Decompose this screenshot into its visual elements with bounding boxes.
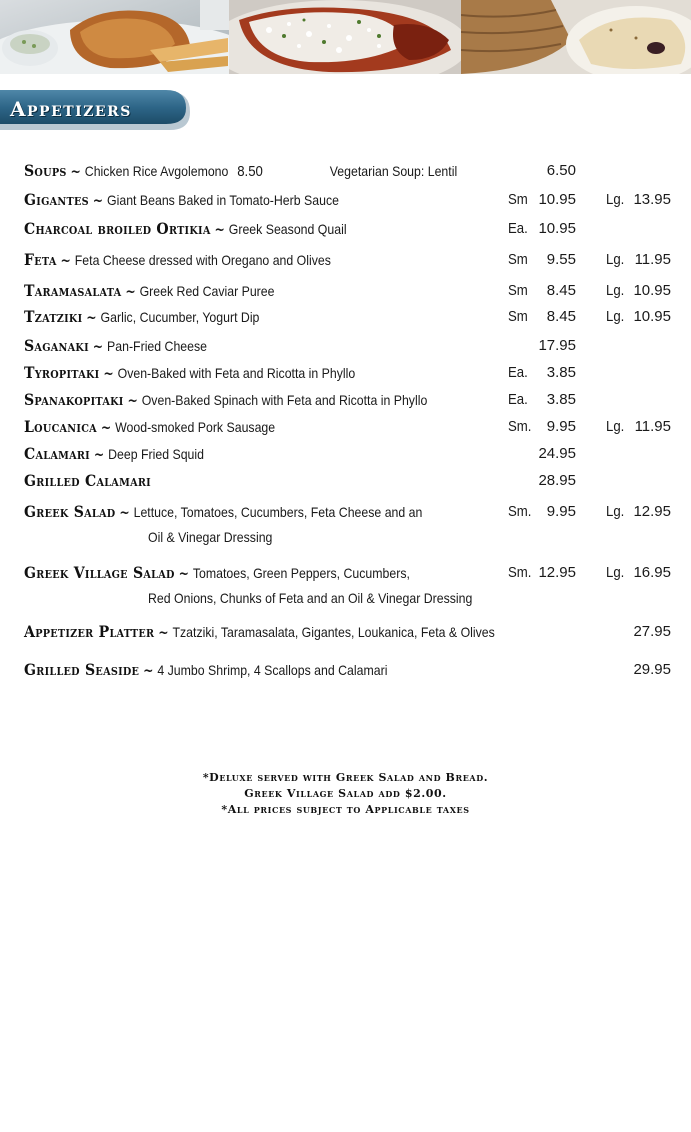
menu-item-line: [0, 501, 691, 523]
price-small: 17.95: [538, 337, 576, 354]
price-small: 10.95: [538, 191, 576, 208]
menu-item-separator: ~: [92, 339, 104, 355]
menu-item-separator: ~: [86, 310, 97, 326]
menu-item-separator: ~: [60, 253, 71, 269]
menu-item-text: [24, 160, 457, 183]
menu-item-name: Calamari: [24, 444, 90, 463]
size-label-large: Lg.: [606, 282, 625, 299]
menu-item-line: [0, 659, 691, 681]
footnote-taxes: *All prices subject to Applicable taxes: [221, 803, 470, 816]
menu-item-separator: ~: [143, 663, 154, 679]
menu-item-description: Chicken Rice Avgolemono: [84, 163, 229, 179]
size-label-small: Ea.: [508, 220, 528, 237]
menu-item-text: [24, 501, 422, 524]
menu-item-text: [24, 389, 427, 412]
price-small: 3.85: [546, 364, 576, 381]
price-large: 27.95: [633, 623, 671, 640]
menu-item-description-continued: Red Onions, Chunks of Feta and an Oil & Vinegar Dressing: [148, 590, 473, 606]
menu-item-description: Garlic, Cucumber, Yogurt Dip: [100, 309, 260, 325]
menu-item-text: [24, 470, 151, 493]
menu-item-separator: ~: [92, 193, 104, 209]
menu-item-line: [0, 160, 691, 182]
menu-item-text: [24, 659, 387, 682]
price-large: 10.95: [633, 308, 671, 325]
size-label-small: Sm: [508, 191, 528, 208]
menu-item-line: [0, 189, 691, 211]
menu-item-name: Greek Salad: [24, 502, 116, 521]
menu-item-name: Feta: [24, 250, 57, 269]
menu-item-description: Lettuce, Tomatoes, Cucumbers, Feta Cheese and an: [133, 504, 423, 520]
menu-item-description: Giant Beans Baked in Tomato-Herb Sauce: [107, 192, 339, 208]
price-small: 6.50: [546, 162, 576, 179]
price-small: 8.45: [546, 282, 576, 299]
size-label-small: Sm.: [508, 418, 532, 435]
menu-item-description: Oven-Baked Spinach with Feta and Ricotta in Phyllo: [141, 392, 428, 408]
menu-item-line: [0, 362, 691, 384]
menu-item-description: Greek Red Caviar Puree: [139, 283, 275, 299]
menu-item-line: [0, 306, 691, 328]
menu-item-text: [24, 416, 275, 439]
menu-item-line: [0, 562, 691, 584]
size-label-small: Ea.: [508, 364, 528, 381]
menu-item-name: Gigantes: [24, 190, 89, 209]
menu-item-description: Oven-Baked with Feta and Ricotta in Phyllo: [117, 365, 356, 381]
menu-item-line: [0, 280, 691, 302]
price-large: 29.95: [633, 661, 671, 678]
bread-basket-pita-photo: [461, 0, 691, 74]
menu-item-separator: ~: [127, 393, 138, 409]
menu-item-description: 4 Jumbo Shrimp, 4 Scallops and Calamari: [157, 662, 388, 678]
menu-item-line: [0, 218, 691, 240]
menu-item-line: [0, 389, 691, 411]
menu-item-text: [24, 249, 331, 272]
price-small: 28.95: [538, 472, 576, 489]
menu-item-text: [24, 306, 259, 329]
size-label-small: Sm.: [508, 564, 532, 581]
size-label-large: Lg.: [606, 564, 625, 581]
price-large: 13.95: [633, 191, 671, 208]
size-label-small: Sm: [508, 282, 528, 299]
footnote-deluxe: *Deluxe served with Greek Salad and Bread.: [202, 771, 489, 784]
menu-item-separator: ~: [125, 284, 136, 300]
price-small: 9.55: [546, 251, 576, 268]
size-label-small: Ea.: [508, 391, 528, 408]
price-large: 11.95: [634, 418, 671, 435]
menu-item-line: [0, 335, 691, 357]
menu-item-name: Soups: [24, 161, 67, 180]
menu-item-text: [24, 443, 204, 466]
menu-item-name: Grilled Seaside: [24, 660, 140, 679]
menu-item-name: Loucanica: [24, 417, 97, 436]
menu-item-name: Taramasalata: [24, 281, 122, 300]
menu-item-name: Appetizer Platter: [24, 622, 155, 641]
menu-item-line: [0, 621, 691, 643]
menu-item-text: [24, 621, 495, 644]
menu-item-description: Deep Fried Squid: [108, 446, 204, 462]
menu-item-line: [0, 470, 691, 492]
fried-fish-photo: [0, 0, 229, 74]
footnote-village-salad: Greek Village Salad add $2.00.: [244, 787, 447, 800]
price-large: 10.95: [633, 282, 671, 299]
price-small: 10.95: [538, 220, 576, 237]
size-label-large: Lg.: [606, 251, 625, 268]
menu-item-description: Feta Cheese dressed with Oregano and Olives: [74, 252, 331, 268]
menu-item-separator: ~: [70, 164, 81, 180]
menu-item-description: Tzatziki, Taramasalata, Gigantes, Loukanica, Feta & Olives: [172, 624, 495, 640]
moussaka-cheese-photo: [229, 0, 461, 74]
menu-item-name: Charcoal broiled Ortikia: [24, 219, 211, 238]
price-small: 12.95: [538, 564, 576, 581]
menu-item-extra-option: Vegetarian Soup: Lentil: [329, 163, 458, 179]
menu-item-separator: ~: [158, 625, 169, 641]
price-large: 16.95: [633, 564, 671, 581]
menu-item-name: Saganaki: [24, 336, 89, 355]
menu-item-separator: ~: [119, 505, 130, 521]
menu-item-text: [24, 362, 355, 385]
size-label-large: Lg.: [606, 418, 625, 435]
menu-item-name: Tzatziki: [24, 307, 83, 326]
footer-notes: [0, 770, 691, 818]
menu-item-inline-price: 8.50: [237, 163, 263, 180]
menu-item-description: Pan-Fried Cheese: [107, 338, 208, 354]
size-label-small: Sm.: [508, 503, 532, 520]
price-small: 9.95: [546, 503, 576, 520]
menu-item-text: [24, 218, 347, 241]
size-label-large: Lg.: [606, 308, 625, 325]
photo-strip: [0, 0, 691, 74]
menu-item-name: Tyropitaki: [24, 363, 100, 382]
size-label-large: Lg.: [606, 191, 625, 208]
size-label-large: Lg.: [606, 503, 625, 520]
size-label-small: Sm: [508, 251, 528, 268]
menu-item-text: [24, 562, 410, 585]
menu-item-separator: ~: [178, 566, 189, 582]
menu-item-line: [0, 249, 691, 271]
menu-item-text: [24, 335, 207, 358]
menu-item-name: Greek Village Salad: [24, 563, 175, 582]
price-small: 8.45: [546, 308, 576, 325]
menu-item-name: Spanakopitaki: [24, 390, 124, 409]
menu-item-separator: ~: [100, 420, 112, 436]
menu-item-text: [24, 189, 339, 212]
menu-item-description-continued: Oil & Vinegar Dressing: [148, 529, 273, 545]
size-label-small: Sm: [508, 308, 528, 325]
menu-item-description: Wood-smoked Pork Sausage: [115, 419, 276, 435]
menu-item-line: [0, 443, 691, 465]
menu-item-name: Grilled Calamari: [24, 471, 151, 490]
menu-item-text: [24, 280, 274, 303]
menu-item-separator: ~: [93, 447, 105, 463]
menu-item-separator: ~: [103, 366, 114, 382]
section-header-tab: [0, 88, 192, 132]
price-large: 12.95: [633, 503, 671, 520]
price-large: 11.95: [634, 251, 671, 268]
section-title: Appetizers: [10, 97, 132, 121]
menu-item-description: Tomatoes, Green Peppers, Cucumbers,: [192, 565, 410, 581]
price-small: 9.95: [546, 418, 576, 435]
price-small: 3.85: [546, 391, 576, 408]
menu-item-line: [0, 416, 691, 438]
menu-item-description: Greek Seasond Quail: [228, 221, 347, 237]
price-small: 24.95: [538, 445, 576, 462]
menu-item-separator: ~: [214, 222, 225, 238]
